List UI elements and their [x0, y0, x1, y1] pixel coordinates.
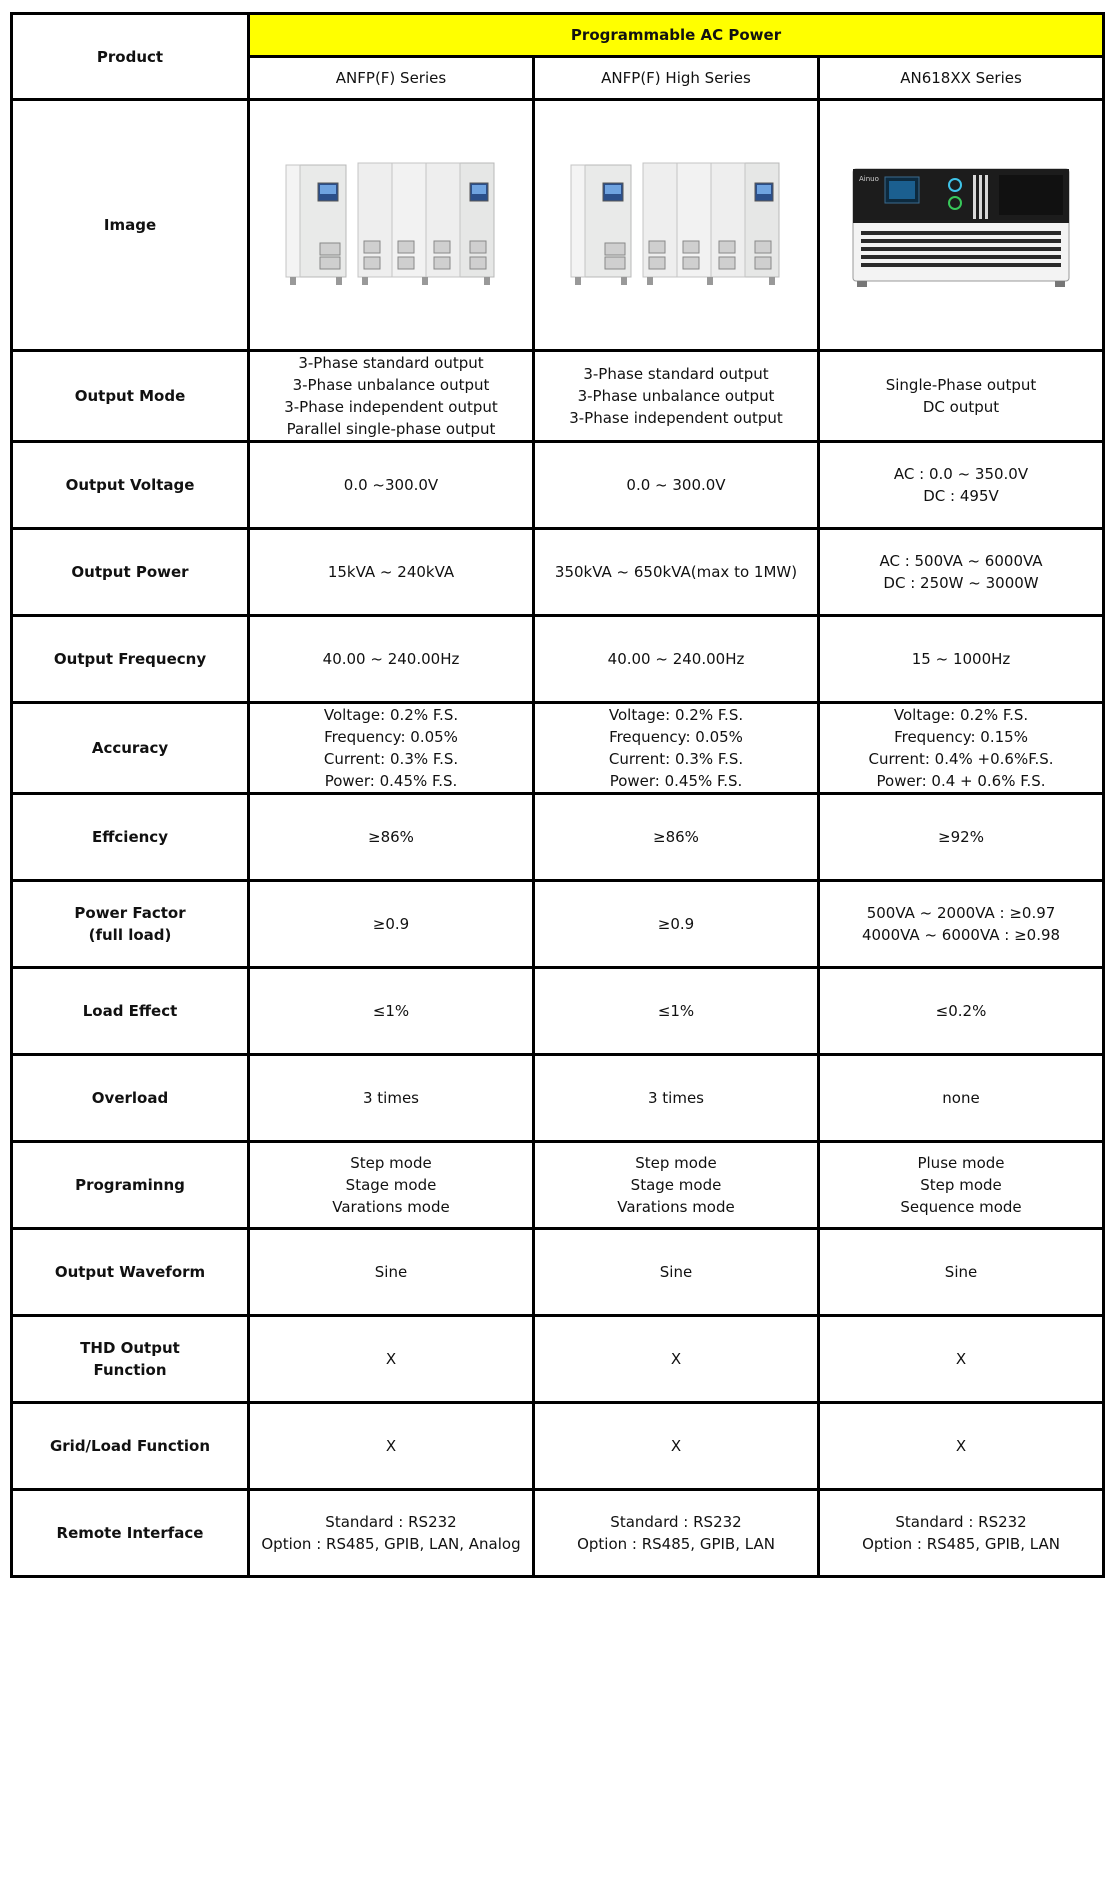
spec-cell-line: 4000VA ~ 6000VA : ≥0.98: [861, 926, 1061, 944]
spec-cell-line: Voltage: 0.2% F.S.: [893, 706, 1029, 724]
spec-cell-line: ≤0.2%: [935, 1002, 987, 1020]
spec-cell: [819, 1403, 1104, 1490]
spec-cell: [819, 351, 1104, 442]
row-label: [12, 1490, 249, 1577]
spec-cell-line: DC output: [922, 398, 1000, 416]
spec-cell-line: Step mode: [350, 1154, 432, 1172]
spec-row: [12, 616, 1104, 703]
spec-cell-line: Varations mode: [617, 1198, 735, 1216]
product-label: Product: [12, 14, 249, 100]
spec-cell-line: Sequence mode: [900, 1198, 1022, 1216]
spec-cell: [534, 442, 819, 529]
spec-row: [12, 442, 1104, 529]
spec-cell: [249, 703, 534, 794]
spec-row: [12, 1055, 1104, 1142]
cabinet-cluster-icon: [569, 161, 783, 289]
spec-cell-line: Single-Phase output: [885, 376, 1037, 394]
spec-cell: [819, 881, 1104, 968]
spec-cell-line: ≥92%: [938, 828, 984, 846]
spec-cell-line: Frequency: 0.15%: [894, 728, 1028, 746]
spec-cell-line: 3 times: [362, 1089, 419, 1107]
row-label-line: Load Effect: [82, 1002, 178, 1020]
spec-cell-line: Frequency: 0.05%: [609, 728, 743, 746]
row-label: [12, 794, 249, 881]
spec-cell-line: Stage mode: [345, 1176, 437, 1194]
brand-logo: Ainuo: [859, 175, 879, 183]
spec-cell-line: Option : RS485, GPIB, LAN: [862, 1535, 1060, 1553]
spec-cell-line: Sine: [659, 1263, 693, 1281]
spec-cell-line: 3 times: [647, 1089, 704, 1107]
row-label: [12, 703, 249, 794]
spec-cell: [249, 1229, 534, 1316]
spec-cell-line: DC : 495V: [923, 487, 999, 505]
spec-cell: [819, 616, 1104, 703]
spec-row: [12, 351, 1104, 442]
image-row: [12, 100, 1104, 351]
product-image-cell: [534, 100, 819, 351]
spec-cell: [534, 881, 819, 968]
product-image-cell: [819, 100, 1104, 351]
spec-cell-line: Frequency: 0.05%: [324, 728, 458, 746]
spec-cell: [534, 1490, 819, 1577]
spec-cell: [249, 616, 534, 703]
spec-row: [12, 1142, 1104, 1229]
spec-row: [12, 1490, 1104, 1577]
row-label: [12, 881, 249, 968]
row-label-line: Power Factor: [74, 904, 186, 922]
cabinet-cluster-icon: [284, 161, 498, 289]
spec-cell-line: Power: 0.4 + 0.6% F.S.: [876, 772, 1046, 790]
spec-cell: [249, 351, 534, 442]
spec-cell-line: Voltage: 0.2% F.S.: [323, 706, 459, 724]
spec-row: [12, 794, 1104, 881]
spec-cell-line: 3-Phase unbalance output: [577, 387, 775, 405]
spec-cell: [249, 794, 534, 881]
spec-cell-line: Option : RS485, GPIB, LAN, Analog: [261, 1535, 521, 1553]
spec-cell-line: X: [670, 1437, 682, 1455]
spec-cell-line: 15kVA ~ 240kVA: [327, 563, 455, 581]
row-label-line: Output Waveform: [54, 1263, 206, 1281]
spec-cell-line: 3-Phase independent output: [569, 409, 783, 427]
spec-cell: [249, 1142, 534, 1229]
spec-cell-line: Current: 0.3% F.S.: [323, 750, 459, 768]
row-label: [12, 351, 249, 442]
spec-cell: [534, 1055, 819, 1142]
row-label-line: Output Power: [71, 563, 189, 581]
spec-cell: [534, 794, 819, 881]
row-label-line: Overload: [91, 1089, 169, 1107]
spec-cell-line: ≤1%: [657, 1002, 695, 1020]
spec-cell-line: Standard : RS232: [325, 1513, 457, 1531]
row-label: [12, 1229, 249, 1316]
row-label-line: THD Output: [80, 1339, 180, 1357]
spec-cell: [819, 1229, 1104, 1316]
row-label: [12, 616, 249, 703]
spec-cell-line: ≥0.9: [372, 915, 410, 933]
spec-cell-line: Voltage: 0.2% F.S.: [608, 706, 744, 724]
row-label: [12, 968, 249, 1055]
spec-cell: [534, 616, 819, 703]
category-banner: Programmable AC Power: [249, 14, 1104, 57]
spec-cell: [819, 703, 1104, 794]
spec-cell-line: X: [670, 1350, 682, 1368]
spec-row: [12, 1229, 1104, 1316]
product-image-cell: [249, 100, 534, 351]
spec-cell: [249, 1403, 534, 1490]
row-label-line: Accuracy: [91, 739, 169, 757]
spec-cell: [819, 1316, 1104, 1403]
row-label-line: Remote Interface: [56, 1524, 204, 1542]
spec-cell-line: 3-Phase standard output: [298, 354, 484, 372]
row-label-line: Programinng: [75, 1176, 185, 1194]
spec-cell: [249, 968, 534, 1055]
spec-cell-line: 40.00 ~ 240.00Hz: [322, 650, 460, 668]
spec-cell-line: 500VA ~ 2000VA : ≥0.97: [866, 904, 1056, 922]
header-row-banner: [12, 14, 1104, 57]
row-label-line: Effciency: [92, 828, 168, 846]
spec-cell-line: Step mode: [635, 1154, 717, 1172]
spec-row: [12, 881, 1104, 968]
row-label: [12, 1055, 249, 1142]
spec-cell: [819, 1055, 1104, 1142]
spec-cell: [534, 1316, 819, 1403]
spec-cell-line: AC : 0.0 ~ 350.0V: [893, 465, 1029, 483]
spec-cell-line: DC : 250W ~ 3000W: [883, 574, 1039, 592]
spec-cell-line: X: [385, 1350, 397, 1368]
row-label: [12, 1316, 249, 1403]
spec-cell-line: X: [955, 1350, 967, 1368]
series-name: ANFP(F) Series: [249, 57, 534, 100]
spec-table: [10, 12, 1105, 1578]
spec-cell-line: ≤1%: [372, 1002, 410, 1020]
spec-row: [12, 1403, 1104, 1490]
spec-cell: [249, 442, 534, 529]
row-label-line: Function: [93, 1361, 167, 1379]
spec-cell: [534, 351, 819, 442]
spec-cell-line: Power: 0.45% F.S.: [324, 772, 458, 790]
spec-cell-line: 3-Phase unbalance output: [292, 376, 490, 394]
image-label: Image: [12, 100, 249, 351]
spec-cell: [819, 529, 1104, 616]
spec-cell-line: ≥0.9: [657, 915, 695, 933]
spec-cell-line: Step mode: [920, 1176, 1002, 1194]
spec-cell-line: 40.00 ~ 240.00Hz: [607, 650, 745, 668]
spec-cell-line: Current: 0.4% +0.6%F.S.: [868, 750, 1054, 768]
cabinet-cluster-image: [539, 161, 813, 289]
spec-cell-line: Pluse mode: [917, 1154, 1005, 1172]
rack-unit-icon: [849, 161, 1073, 289]
spec-cell-line: Parallel single-phase output: [286, 420, 496, 438]
spec-cell: [534, 1142, 819, 1229]
spec-cell: [819, 968, 1104, 1055]
spec-cell-line: AC : 500VA ~ 6000VA: [879, 552, 1043, 570]
spec-row: [12, 968, 1104, 1055]
row-label: [12, 529, 249, 616]
row-label: [12, 1142, 249, 1229]
series-name: AN618XX Series: [819, 57, 1104, 100]
spec-cell: [249, 1055, 534, 1142]
spec-cell-line: 15 ~ 1000Hz: [911, 650, 1011, 668]
spec-cell: [534, 529, 819, 616]
spec-cell-line: Option : RS485, GPIB, LAN: [577, 1535, 775, 1553]
row-label-line: Output Frequecny: [53, 650, 207, 668]
spec-cell-line: none: [942, 1089, 980, 1107]
spec-cell-line: Sine: [374, 1263, 408, 1281]
spec-cell: [249, 881, 534, 968]
spec-cell: [819, 442, 1104, 529]
spec-cell: [249, 529, 534, 616]
cabinet-cluster-image: [254, 161, 528, 289]
spec-cell-line: 350kVA ~ 650kVA(max to 1MW): [554, 563, 798, 581]
spec-row: [12, 703, 1104, 794]
spec-cell-line: Power: 0.45% F.S.: [609, 772, 743, 790]
spec-cell: [249, 1490, 534, 1577]
spec-cell-line: 3-Phase independent output: [284, 398, 498, 416]
spec-cell-line: Varations mode: [332, 1198, 450, 1216]
rack-unit-image: [824, 161, 1098, 289]
spec-cell-line: ≥86%: [653, 828, 699, 846]
series-name: ANFP(F) High Series: [534, 57, 819, 100]
spec-cell-line: Stage mode: [630, 1176, 722, 1194]
spec-cell-line: X: [955, 1437, 967, 1455]
row-label-line: Output Mode: [74, 387, 186, 405]
spec-cell: [534, 1229, 819, 1316]
spec-cell-line: 0.0 ~300.0V: [343, 476, 439, 494]
row-label-line: Grid/Load Function: [49, 1437, 211, 1455]
spec-cell-line: 3-Phase standard output: [583, 365, 769, 383]
spec-cell-line: X: [385, 1437, 397, 1455]
spec-cell: [534, 703, 819, 794]
spec-cell: [534, 968, 819, 1055]
row-label-line: (full load): [88, 926, 172, 944]
row-label: [12, 1403, 249, 1490]
spec-row: [12, 529, 1104, 616]
spec-row: [12, 1316, 1104, 1403]
spec-cell-line: 0.0 ~ 300.0V: [626, 476, 726, 494]
row-label-line: Output Voltage: [65, 476, 195, 494]
spec-cell: [819, 1490, 1104, 1577]
spec-cell-line: Standard : RS232: [610, 1513, 742, 1531]
spec-cell-line: ≥86%: [368, 828, 414, 846]
spec-cell-line: Standard : RS232: [895, 1513, 1027, 1531]
spec-cell: [819, 794, 1104, 881]
spec-cell-line: Sine: [944, 1263, 978, 1281]
spec-cell-line: Current: 0.3% F.S.: [608, 750, 744, 768]
spec-cell: [249, 1316, 534, 1403]
row-label: [12, 442, 249, 529]
spec-cell: [534, 1403, 819, 1490]
spec-cell: [819, 1142, 1104, 1229]
